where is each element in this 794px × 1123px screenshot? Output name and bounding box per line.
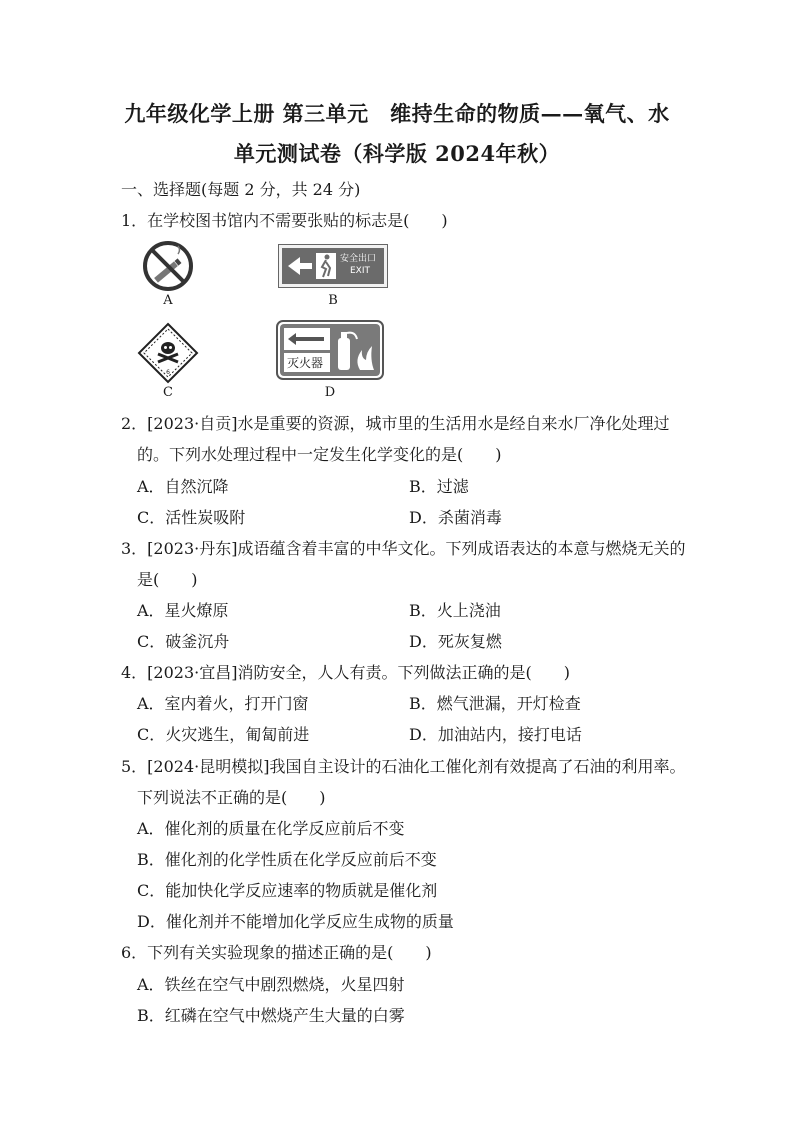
toxic-substance-sign-icon [137,322,199,384]
q6-option-a: A．铁丝在空气中剧烈燃烧，火星四射 [137,975,405,994]
no-smoking-sign-icon [142,240,194,292]
exam-title-line2: 单元测试卷（科学版 2024年秋） [233,141,561,166]
fire-extinguisher-sign-icon [276,320,384,380]
q4-option-b: B．燃气泄漏，开灯检查 [409,694,581,713]
q3-stem-line1: 3．[2023·丹东]成语蕴含着丰富的中华文化。下列成语表达的本意与燃烧无关的 [121,539,686,558]
q6-stem: 6．下列有关实验现象的描述正确的是( ) [121,943,432,962]
q5-option-a: A．催化剂的质量在化学反应前后不变 [137,819,405,838]
q5-stem-line1: 5．[2024·昆明模拟]我国自主设计的石油化工催化剂有效提高了石油的利用率。 [121,757,686,776]
q6-option-b: B．红磷在空气中燃烧产生大量的白雾 [137,1006,405,1025]
q3-option-a: A．星火燎原 [137,601,229,620]
q2-option-c: C．活性炭吸附 [137,508,246,527]
q4-option-a: A．室内着火，打开门窗 [137,694,309,713]
q2-stem-line2: 的。下列水处理过程中一定发生化学变化的是( ) [137,445,502,464]
q4-stem: 4．[2023·宜昌]消防安全，人人有责。下列做法正确的是( ) [121,663,570,682]
q2-stem-line1: 2．[2023·自贡]水是重要的资源，城市里的生活用水是经自来水厂净化处理过 [121,414,670,433]
section-heading: 一、选择题(每题 2 分，共 24 分) [121,180,361,199]
q4-option-c: C．火灾逃生，匍匐前进 [137,725,310,744]
q1-sign-b-text-en: EXIT [350,266,371,276]
q3-option-d: D．死灰复燃 [409,632,502,651]
q3-stem-line2: 是( ) [137,570,198,589]
q1-sign-c-label: C [163,385,173,400]
q1-sign-d-text: 灭火器 [287,356,324,370]
q2-option-d: D．杀菌消毒 [409,508,502,527]
q5-option-d: D．催化剂并不能增加化学反应生成物的质量 [137,912,454,931]
q2-option-a: A．自然沉降 [137,477,229,496]
q1-sign-b-text-cn: 安全出口 [340,254,377,264]
q3-option-c: C．破釜沉舟 [137,632,230,651]
q4-option-d: D．加油站内，接打电话 [409,725,582,744]
q2-option-b: B．过滤 [409,477,469,496]
exam-title-line1: 九年级化学上册 第三单元 维持生命的物质——氧气、水 [124,101,670,126]
q5-stem-line2: 下列说法不正确的是( ) [137,788,326,807]
emergency-exit-sign-icon [278,244,388,288]
q1-stem: 1．在学校图书馆内不需要张贴的标志是( ) [121,211,448,230]
q3-option-b: B．火上浇油 [409,601,501,620]
q5-option-b: B．催化剂的化学性质在化学反应前后不变 [137,850,437,869]
svg-text:6: 6 [166,369,170,376]
q1-sign-b-label: B [328,293,338,308]
q5-option-c: C．能加快化学反应速率的物质就是催化剂 [137,881,438,900]
q1-sign-a-label: A [163,293,173,308]
q1-sign-d-label: D [324,385,336,400]
